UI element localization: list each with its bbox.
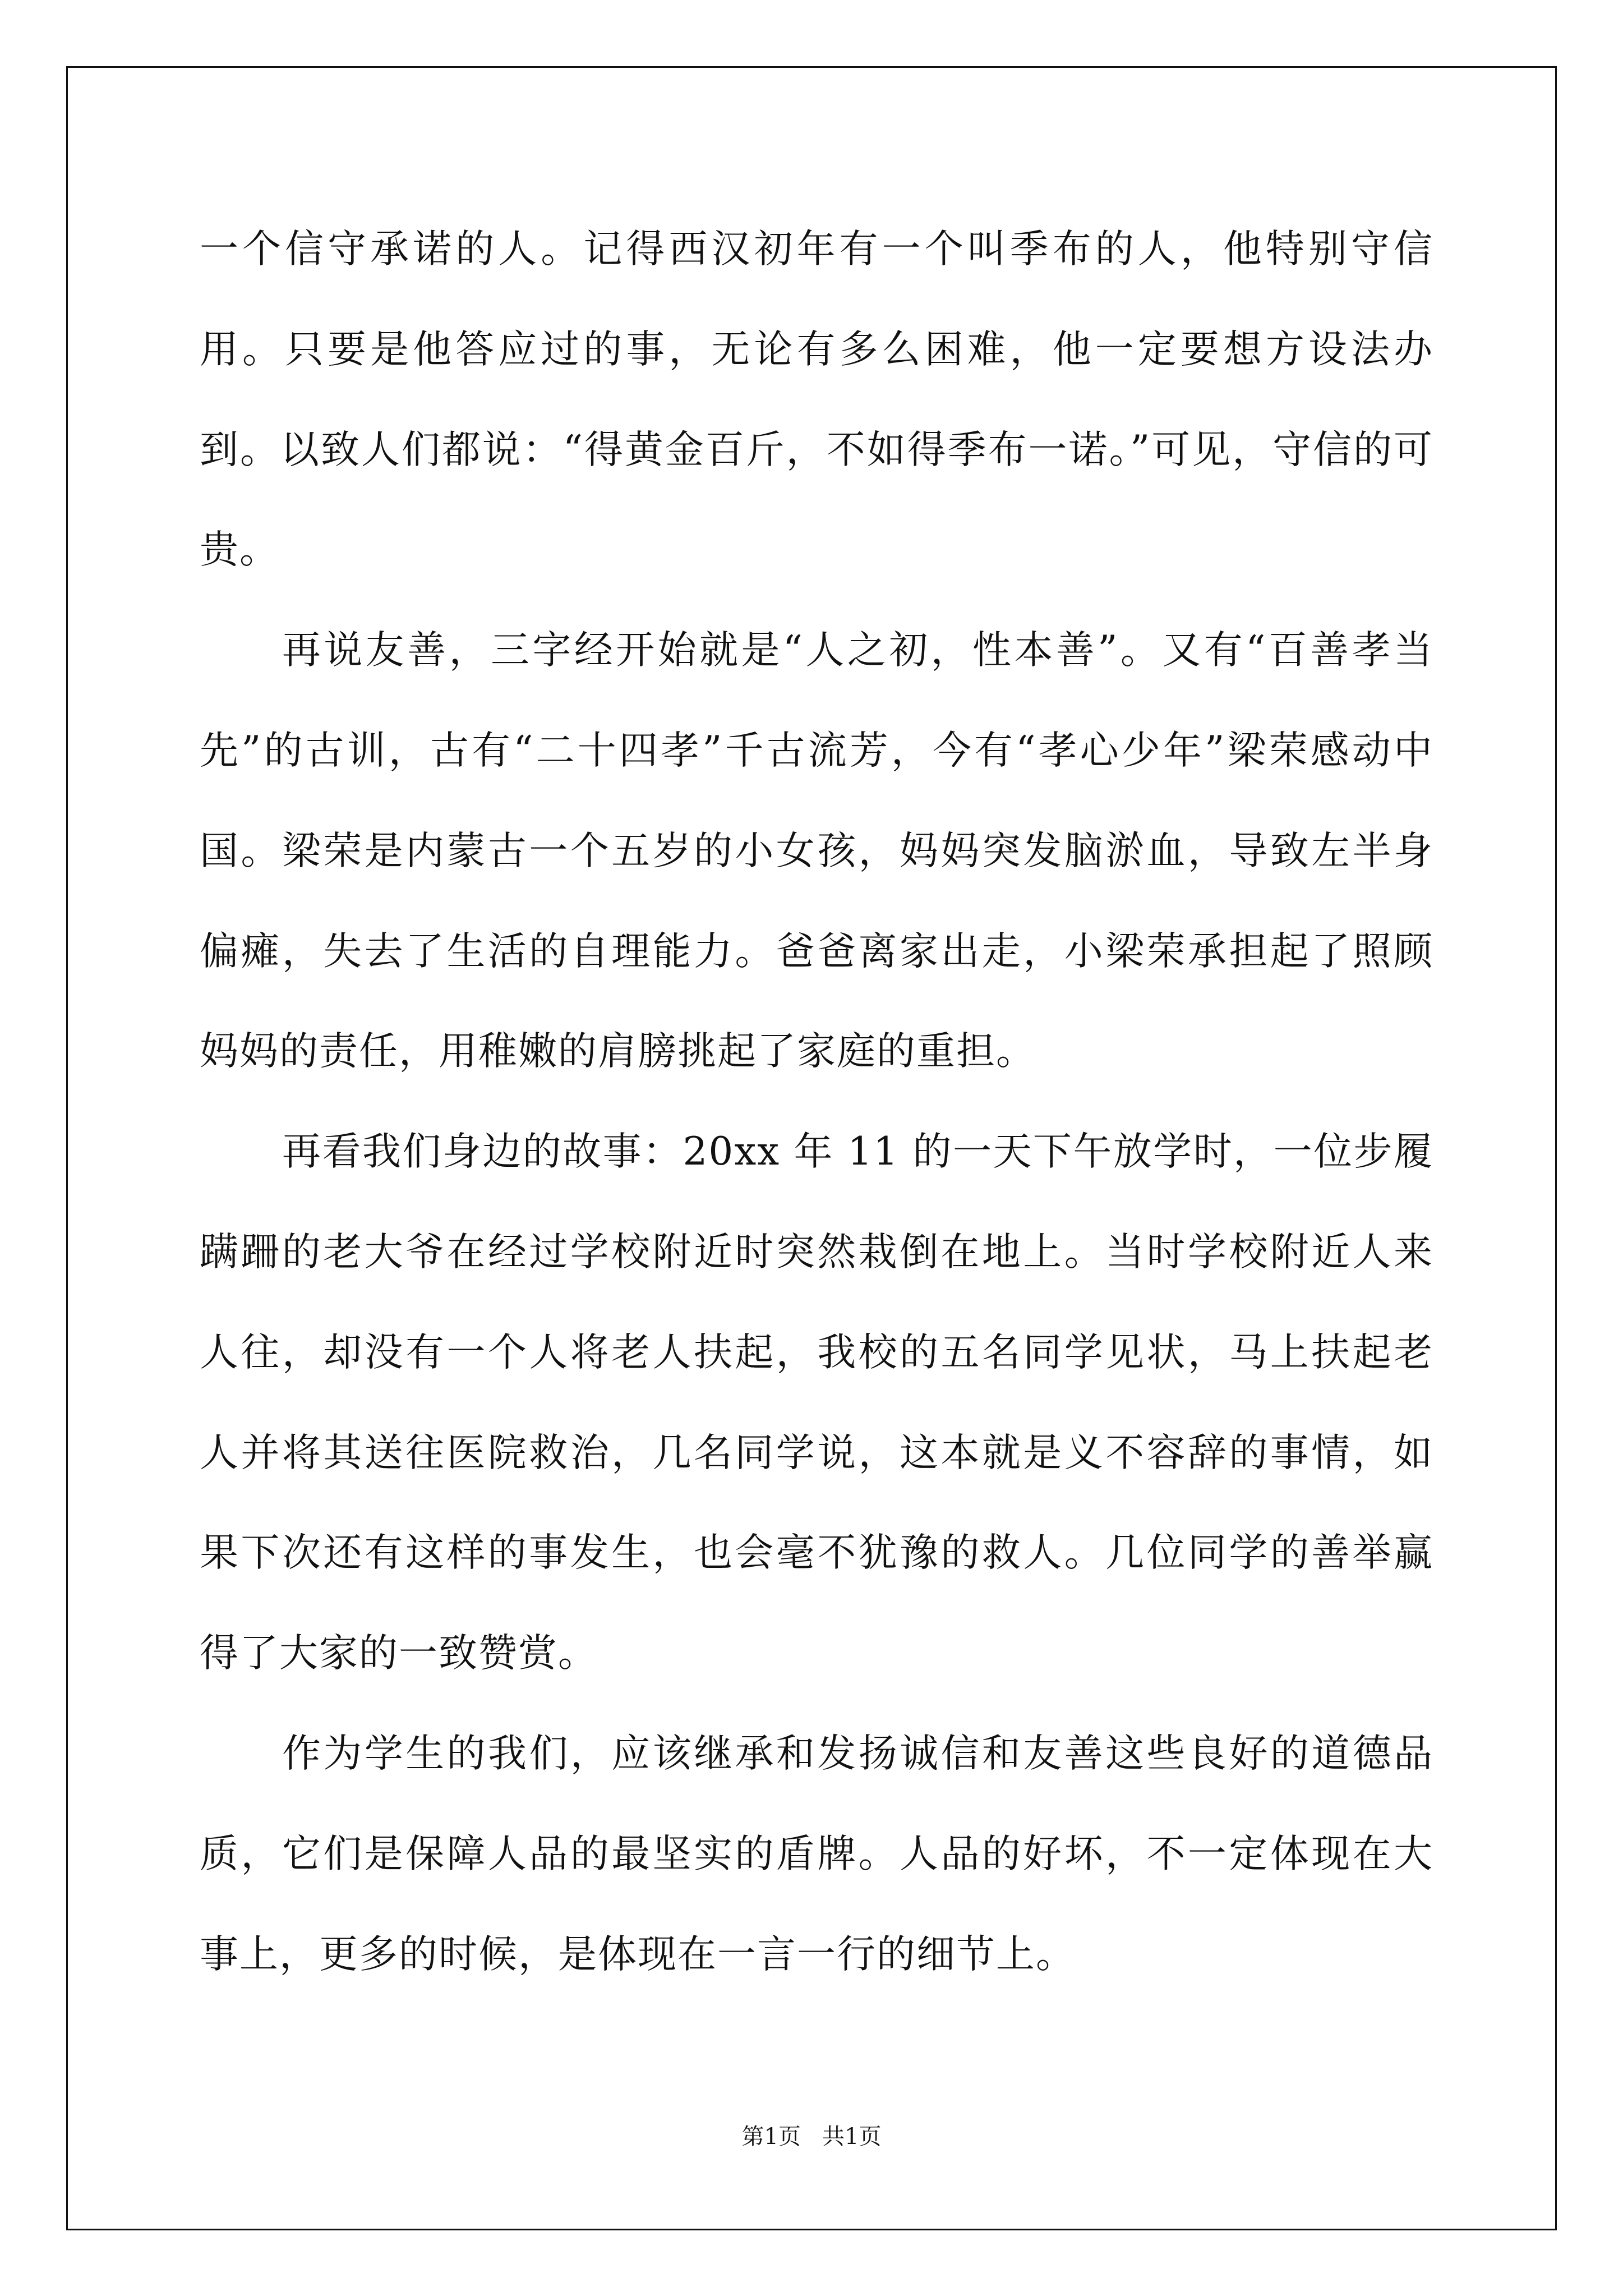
document-body xyxy=(200,199,1433,2004)
paragraph-4: 作为学生的我们，应该继承和发扬诚信和友善这些良好的道德品质，它们是保障人品的最坚实的盾牌。人品的好坏，不一定体现在大事上，更多的时候，是体现在一言一行的细节上。 xyxy=(200,1731,1433,1977)
page-footer: 第1页 共1页 xyxy=(741,2124,882,2150)
paragraph-1: 一个信守承诺的人。记得西汉初年有一个叫季布的人，他特别守信用。只要是他答应过的事，无论有多么困难，他一定要想方设法办到。以致人们都说：“得黄金百斤，不如得季布一诺。”可见，守信的可贵。 xyxy=(200,227,1433,573)
paragraph-3: 再看我们身边的故事：20xx 年 11 的一天下午放学时，一位步履蹒跚的老大爷在经过学校附近时突然栽倒在地上。当时学校附近人来人往，却没有一个人将老人扶起，我校的五名同学见状，马上扶起老人并将其送往医院救治，几名同学说，这本就是义不容辞的事情，如果下次还有这样的事发生，也会毫不犹豫的救人。几位同学的善举赢得了大家的一致赞赏。 xyxy=(200,1129,1433,1676)
paragraph-2: 再说友善，三字经开始就是“人之初，性本善”。又有“百善孝当先”的古训，古有“二十四孝”千古流芳，今有“孝心少年”梁荣感动中国。梁荣是内蒙古一个五岁的小女孩，妈妈突发脑淤血，导致左半身偏瘫，失去了生活的自理能力。爸爸离家出走，小梁荣承担起了照顾妈妈的责任，用稚嫩的肩膀挑起了家庭的重担。 xyxy=(200,628,1433,1074)
